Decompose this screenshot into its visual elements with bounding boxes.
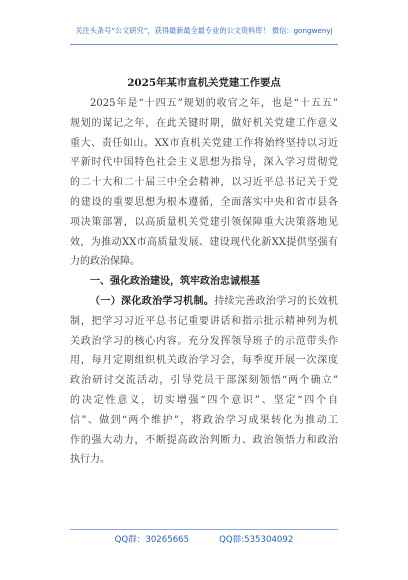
footer-qq-group-2: QQ群:535304092: [219, 535, 294, 545]
section-line: 政治研讨交流活动，引导党员干部深刻领悟“两个确立”: [70, 375, 338, 387]
section-line: 用，每月定期组织机关政治学习会，每季度开展一次深度: [70, 355, 338, 367]
intro-line: 平新时代中国特色社会主义思想为指导，深入学习贯彻党: [70, 157, 338, 169]
section-line: 信”、做到“两个维护”，将政治学习成果转化为推动工: [70, 414, 338, 426]
intro-line: 规划的谋记之年，在此关键时期，做好机关党建工作意义: [70, 117, 338, 129]
subsection-title: （一）深化政治学习机制。: [90, 295, 215, 307]
intro-line: 重大、责任如山。XX市直机关党建工作将始终坚持以习近: [70, 137, 338, 149]
document-title: 2025年某市直机关党建工作要点: [127, 77, 281, 89]
section-line: 制，把学习习近平总书记重要讲话和指示批示精神列为机: [70, 315, 338, 327]
intro-line: 2025年是“十四五”规划的收官之年，也是“十五五”: [90, 98, 338, 109]
document-body: [70, 94, 338, 470]
section-line: 的决定性意义，切实增强“四个意识”、坚定“四个自: [70, 394, 338, 406]
subsection-text: 持续完善政治学习的长效机: [214, 295, 338, 307]
footer: [0, 533, 408, 545]
section-heading: 一、强化政治建设，筑牢政治忠诚根基: [90, 276, 260, 288]
header-banner: 关注头条号“公文研究”，获得最新最全最专业的公文资料库！ 微信：gongwenyj: [75, 26, 333, 35]
section-line: 执行力。: [70, 454, 110, 466]
intro-line: 项决策部署，以高质量机关党建引领保障重大决策落地见: [70, 216, 338, 228]
intro-line: 力的政治保障。: [70, 256, 140, 268]
intro-line: 效，为推动XX市高质量发展、建设现代化新XX提供坚强有: [70, 236, 338, 248]
intro-line: 的二十大和二十届三中全会精神，以习近平总书记关于党: [70, 177, 338, 189]
intro-line: 的建设的重要思想为根本遵循，全面落实中央和省市县各: [70, 196, 338, 208]
section-line: 作的强大动力，不断提高政治判断力、政治领悟力和政治: [70, 434, 338, 446]
section-line: 关政治学习的核心内容。充分发挥领导班子的示范带头作: [70, 335, 338, 347]
footer-qq-group-1: QQ群：30265665: [114, 535, 190, 545]
header-divider: [70, 44, 338, 45]
footer-divider: [70, 529, 338, 530]
subsection-first-line: [70, 292, 338, 312]
